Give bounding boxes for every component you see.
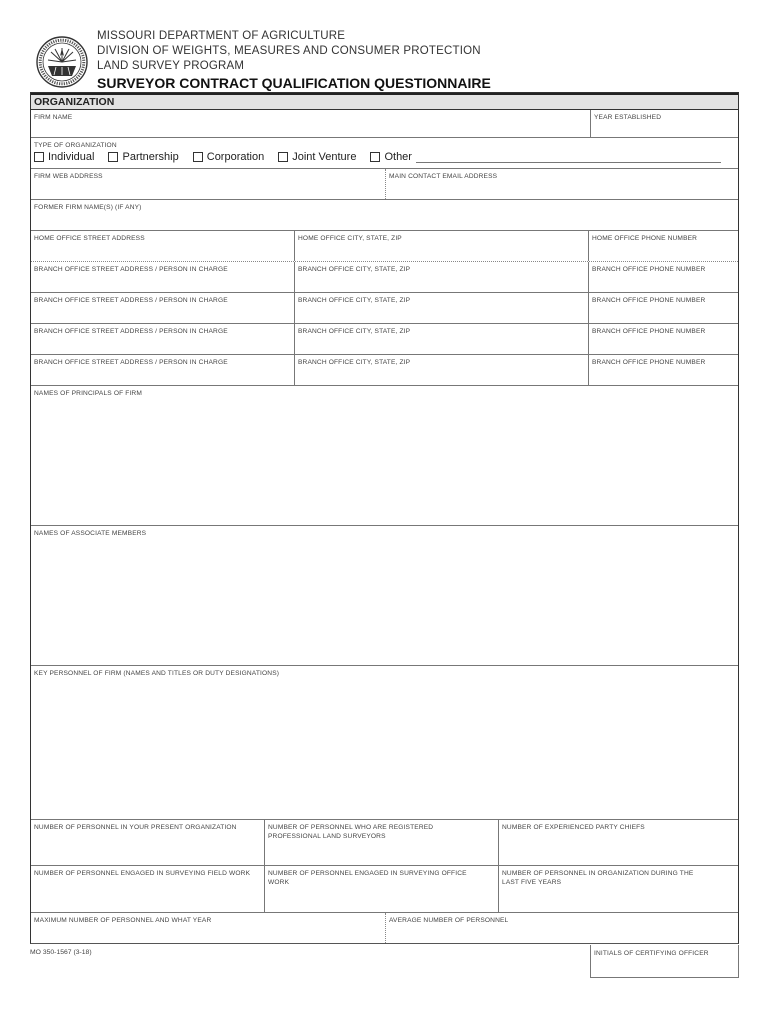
num-office-work-field[interactable] — [265, 866, 499, 912]
joint-venture-checkbox[interactable] — [278, 152, 288, 162]
former-firm-names-field[interactable] — [31, 200, 738, 230]
branch-city-field-4[interactable] — [295, 355, 589, 385]
num-party-chiefs-field[interactable] — [499, 820, 738, 865]
option-individual[interactable] — [34, 151, 94, 163]
firm-web-address-field[interactable] — [31, 169, 386, 199]
program-name: LAND SURVEY PROGRAM — [97, 60, 245, 72]
partnership-label: Partnership — [122, 151, 179, 163]
organization-type-label: TYPE OF ORGANIZATION — [34, 142, 117, 149]
option-corporation[interactable] — [193, 151, 264, 163]
branch-street-field-1[interactable] — [31, 262, 295, 292]
division-name: DIVISION OF WEIGHTS, MEASURES AND CONSUMER PROTECTION — [97, 45, 481, 57]
corporation-checkbox[interactable] — [193, 152, 203, 162]
initials-label: INITIALS OF CERTIFYING OFFICER — [594, 950, 709, 957]
branch-city-field-3[interactable] — [295, 324, 589, 354]
home-office-street-label: HOME OFFICE STREET ADDRESS — [34, 235, 145, 242]
avg-personnel-field[interactable] — [386, 913, 738, 943]
num-present-label: NUMBER OF PERSONNEL IN YOUR PRESENT ORGANIZATION — [34, 824, 237, 831]
associates-field[interactable] — [31, 526, 738, 665]
form-id: MO 350-1567 (3-18) — [30, 949, 92, 956]
num-five-years-field[interactable] — [499, 866, 738, 912]
firm-web-address-label: FIRM WEB ADDRESS — [34, 173, 103, 180]
num-five-years-label: NUMBER OF PERSONNEL IN ORGANIZATION DURING THE LAST FIVE YEARS — [502, 870, 694, 886]
individual-label: Individual — [48, 151, 95, 163]
row-branch-office-4 — [31, 355, 738, 386]
firm-name-label: FIRM NAME — [34, 114, 73, 121]
branch-phone-label: BRANCH OFFICE PHONE NUMBER — [592, 297, 706, 304]
other-checkbox[interactable] — [370, 152, 380, 162]
home-office-phone-field[interactable] — [589, 231, 738, 261]
organization-type-field — [31, 138, 738, 168]
year-established-field[interactable] — [591, 110, 738, 137]
home-office-phone-label: HOME OFFICE PHONE NUMBER — [592, 235, 698, 242]
row-principals — [31, 386, 738, 526]
branch-street-field-2[interactable] — [31, 293, 295, 323]
initials-field[interactable] — [590, 945, 739, 978]
max-personnel-label: MAXIMUM NUMBER OF PERSONNEL AND WHAT YEAR — [34, 917, 212, 924]
document-title: SURVEYOR CONTRACT QUALIFICATION QUESTIONNAIRE — [97, 75, 491, 91]
row-personnel-counts-1 — [31, 820, 738, 866]
form-footer — [30, 945, 739, 979]
year-established-label: YEAR ESTABLISHED — [594, 114, 662, 121]
num-field-work-label: NUMBER OF PERSONNEL ENGAGED IN SURVEYING FIELD WORK — [34, 870, 251, 877]
branch-street-field-4[interactable] — [31, 355, 295, 385]
row-organization-type — [31, 138, 738, 169]
branch-phone-label: BRANCH OFFICE PHONE NUMBER — [592, 328, 706, 335]
row-branch-office-1 — [31, 262, 738, 293]
branch-city-label: BRANCH OFFICE CITY, STATE, ZIP — [298, 297, 411, 304]
branch-street-label: BRANCH OFFICE STREET ADDRESS / PERSON IN CHARGE — [34, 297, 228, 304]
joint-venture-label: Joint Venture — [292, 151, 357, 163]
associates-label: NAMES OF ASSOCIATE MEMBERS — [34, 530, 147, 537]
num-present-field[interactable] — [31, 820, 265, 865]
firm-name-field[interactable] — [31, 110, 591, 137]
home-office-city-label: HOME OFFICE CITY, STATE, ZIP — [298, 235, 402, 242]
branch-phone-label: BRANCH OFFICE PHONE NUMBER — [592, 359, 706, 366]
branch-phone-field-1[interactable] — [589, 262, 738, 292]
main-contact-email-field[interactable] — [386, 169, 738, 199]
individual-checkbox[interactable] — [34, 152, 44, 162]
organization-form — [30, 92, 739, 944]
organization-type-options — [34, 151, 721, 163]
home-office-city-field[interactable] — [295, 231, 589, 261]
branch-city-field-1[interactable] — [295, 262, 589, 292]
other-label: Other — [384, 151, 412, 163]
former-firm-names-label: FORMER FIRM NAME(S) (IF ANY) — [34, 204, 142, 211]
row-firm-name — [31, 110, 738, 138]
branch-street-field-3[interactable] — [31, 324, 295, 354]
principals-label: NAMES OF PRINCIPALS OF FIRM — [34, 390, 142, 397]
row-branch-office-3 — [31, 324, 738, 355]
row-branch-office-2 — [31, 293, 738, 324]
num-registered-field[interactable] — [265, 820, 499, 865]
home-office-street-field[interactable] — [31, 231, 295, 261]
partnership-checkbox[interactable] — [108, 152, 118, 162]
row-associates — [31, 526, 738, 666]
row-home-office — [31, 231, 738, 262]
branch-city-field-2[interactable] — [295, 293, 589, 323]
branch-phone-field-4[interactable] — [589, 355, 738, 385]
agency-name: MISSOURI DEPARTMENT OF AGRICULTURE — [97, 30, 346, 42]
row-web-email — [31, 169, 738, 200]
key-personnel-label: KEY PERSONNEL OF FIRM (NAMES AND TITLES OR DUTY DESIGNATIONS) — [34, 670, 280, 677]
row-former-names — [31, 200, 738, 231]
branch-city-label: BRANCH OFFICE CITY, STATE, ZIP — [298, 328, 411, 335]
section-title: ORGANIZATION — [31, 93, 738, 110]
num-registered-label: NUMBER OF PERSONNEL WHO ARE REGISTERED PROFESSIONAL LAND SURVEYORS — [268, 824, 434, 840]
branch-city-label: BRANCH OFFICE CITY, STATE, ZIP — [298, 266, 411, 273]
other-specify-line[interactable] — [416, 152, 721, 163]
row-key-personnel — [31, 666, 738, 820]
num-party-chiefs-label: NUMBER OF EXPERIENCED PARTY CHIEFS — [502, 824, 645, 831]
form-header — [30, 20, 740, 92]
row-personnel-max-avg — [31, 913, 738, 943]
avg-personnel-label: AVERAGE NUMBER OF PERSONNEL — [389, 917, 509, 924]
num-office-work-label: NUMBER OF PERSONNEL ENGAGED IN SURVEYING OFFICE WORK — [268, 870, 467, 886]
main-contact-email-label: MAIN CONTACT EMAIL ADDRESS — [389, 173, 498, 180]
corporation-label: Corporation — [206, 151, 265, 163]
branch-city-label: BRANCH OFFICE CITY, STATE, ZIP — [298, 359, 411, 366]
agency-block — [97, 29, 481, 74]
branch-phone-field-2[interactable] — [589, 293, 738, 323]
key-personnel-field[interactable] — [31, 666, 738, 819]
max-personnel-field[interactable] — [31, 913, 386, 943]
missouri-agriculture-seal-icon — [36, 36, 88, 88]
num-field-work-field[interactable] — [31, 866, 265, 912]
branch-phone-label: BRANCH OFFICE PHONE NUMBER — [592, 266, 706, 273]
branch-street-label: BRANCH OFFICE STREET ADDRESS / PERSON IN CHARGE — [34, 266, 228, 273]
row-personnel-counts-2 — [31, 866, 738, 913]
branch-street-label: BRANCH OFFICE STREET ADDRESS / PERSON IN CHARGE — [34, 328, 228, 335]
option-partnership[interactable] — [108, 151, 178, 163]
branch-phone-field-3[interactable] — [589, 324, 738, 354]
option-joint-venture[interactable] — [278, 151, 356, 163]
principals-field[interactable] — [31, 386, 738, 525]
option-other[interactable] — [370, 151, 721, 163]
branch-street-label: BRANCH OFFICE STREET ADDRESS / PERSON IN CHARGE — [34, 359, 228, 366]
